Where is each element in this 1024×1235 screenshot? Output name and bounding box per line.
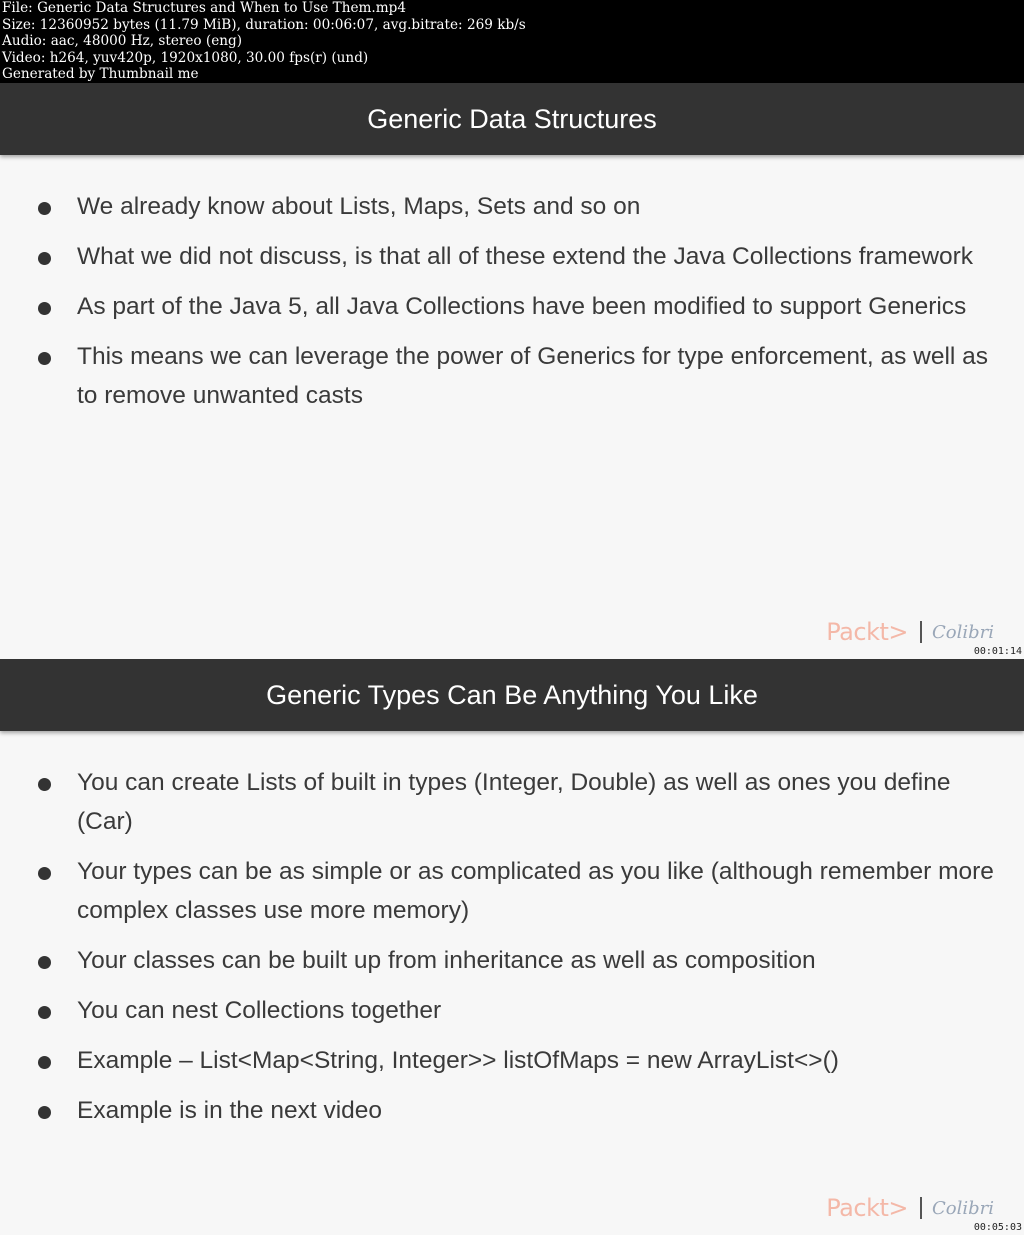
bullet-item — [0, 237, 1000, 276]
bullet-dot-icon — [38, 1056, 51, 1069]
generator-line: Generated by Thumbnail me — [2, 66, 199, 83]
bullet-item — [0, 941, 1000, 980]
file-info-header — [0, 0, 1024, 83]
colibri-logo: Colibri — [931, 621, 994, 643]
bullet-item — [0, 991, 1000, 1030]
bullet-text: As part of the Java 5, all Java Collections have been modified to support Generics — [77, 293, 967, 320]
bullet-text: Your classes can be built up from inheritance as well as composition — [77, 947, 816, 974]
bullet-item — [0, 1041, 1000, 1080]
logo-divider — [920, 621, 922, 643]
bullet-dot-icon — [38, 302, 51, 315]
timestamp: 00:01:14 — [973, 646, 1022, 657]
bullet-text: Example – List<Map<String, Integer>> listOfMaps = new ArrayList<>() — [77, 1047, 839, 1074]
file-name-line: File: Generic Data Structures and When to Use Them.mp4 — [2, 0, 406, 16]
bullet-text: Your types can be as simple or as complicated as you like (although remember more complex classes use more memory) — [77, 858, 994, 924]
bullet-dot-icon — [38, 867, 51, 880]
bullet-dot-icon — [38, 956, 51, 969]
packt-logo: Packt> — [826, 1194, 908, 1222]
slide-thumbnail-2 — [0, 659, 1024, 1235]
bullet-text: What we did not discuss, is that all of these extend the Java Collections framework — [77, 243, 974, 270]
bullet-text: This means we can leverage the power of Generics for type enforcement, as well as to remove unwanted casts — [77, 343, 989, 409]
logo-divider — [920, 1197, 922, 1219]
bullet-item — [0, 1091, 1000, 1130]
bullet-dot-icon — [38, 778, 51, 791]
bullet-item — [0, 187, 1000, 226]
bullet-dot-icon — [38, 202, 51, 215]
bullet-item — [0, 337, 1000, 415]
bullet-dot-icon — [38, 252, 51, 265]
bullet-text: You can create Lists of built in types (Integer, Double) as well as ones you define (Car) — [77, 769, 951, 835]
timestamp: 00:05:03 — [973, 1222, 1022, 1233]
slide-title: Generic Types Can Be Anything You Like — [0, 659, 1024, 731]
colibri-logo: Colibri — [931, 1197, 994, 1219]
file-size-line: Size: 12360952 bytes (11.79 MiB), duration: 00:06:07, avg.bitrate: 269 kb/s — [2, 16, 526, 33]
bullet-dot-icon — [38, 1106, 51, 1119]
bullet-list — [0, 187, 1000, 426]
slide-title: Generic Data Structures — [0, 83, 1024, 155]
audio-info-line: Audio: aac, 48000 Hz, stereo (eng) — [2, 33, 243, 50]
publisher-logo — [826, 1195, 994, 1221]
publisher-logo — [826, 619, 994, 645]
bullet-list — [0, 763, 1000, 1141]
packt-logo: Packt> — [826, 618, 908, 646]
bullet-dot-icon — [38, 352, 51, 365]
bullet-text: You can nest Collections together — [77, 997, 442, 1024]
video-info-line: Video: h264, yuv420p, 1920x1080, 30.00 fps(r) (und) — [2, 49, 369, 66]
bullet-text: Example is in the next video — [77, 1097, 383, 1124]
slide-thumbnail-1 — [0, 83, 1024, 659]
bullet-item — [0, 287, 1000, 326]
bullet-item — [0, 852, 1000, 930]
bullet-text: We already know about Lists, Maps, Sets and so on — [77, 193, 641, 220]
bullet-dot-icon — [38, 1006, 51, 1019]
bullet-item — [0, 763, 1000, 841]
